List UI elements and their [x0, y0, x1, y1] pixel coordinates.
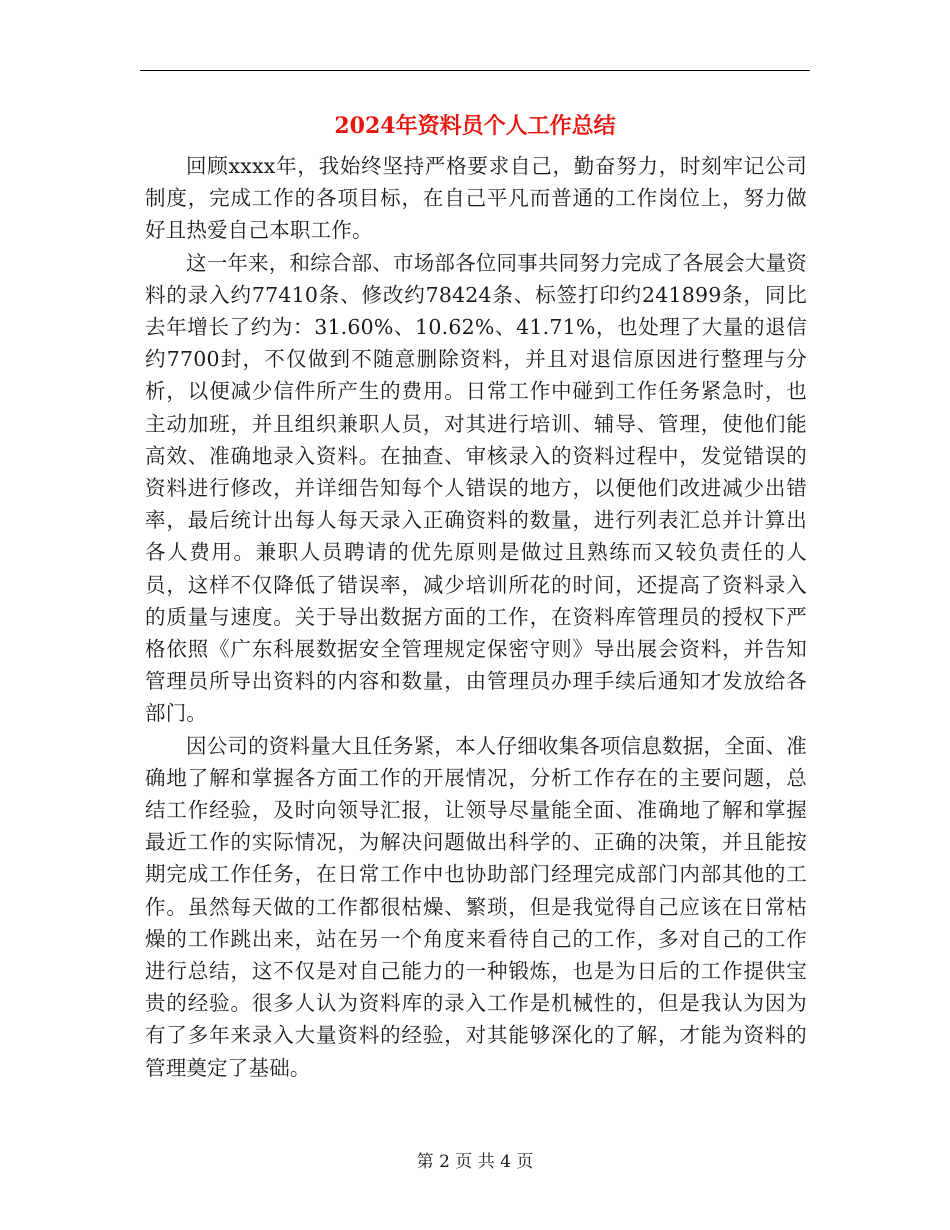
- paragraph-1: 回顾xxxx年，我始终坚持严格要求自己，勤奋努力，时刻牢记公司制度，完成工作的各项目标，在自己平凡而普通的工作岗位上，努力做好且热爱自己本职工作。: [145, 154, 807, 243]
- page-number: 第 2 页 共 4 页: [416, 1152, 534, 1172]
- paragraph-2: 这一年来，和综合部、市场部各位同事共同努力完成了各展会大量资料的录入约77410条、修改约78424条、标签打印约241899条，同比去年增长了约为：31.60%、10.62%、41.71%，也处理了大量的退信约7700封，不仅做到不随意删除资料，并且对退信原因进行整理与分析，以便减少信件所产生的费用。日常工作中碰到工作任务紧急时，也主动加班，并且组织兼职人员，对其进行培训、辅导、管理，使他们能高效、准确地录入资料。在抽查、审核录入的资料过程中，发觉错误的资料进行修改，并详细告知每个人错误的地方，以便他们改进减少出错率，最后统计出每人每天录入正确资料的数量，进行列表汇总并计算出各人费用。兼职人员聘请的优先原则是做过且熟练而又较负责任的人员，这样不仅降低了错误率，减少培训所花的时间，还提高了资料录入的质量与速度。关于导出数据方面的工作，在资料库管理员的授权下严格依照《广东科展数据安全管理规定保密守则》导出展会资料，并告知管理员所导出资料的内容和数量，由管理员办理手续后通知才发放给各部门。: [145, 250, 807, 726]
- document-body: [145, 150, 807, 1084]
- header-rule: [140, 70, 810, 71]
- document-title: 2024年资料员个人工作总结: [334, 113, 616, 139]
- paragraph-3: 因公司的资料量大且任务紧，本人仔细收集各项信息数据，全面、准确地了解和掌握各方面工作的开展情况，分析工作存在的主要问题，总结工作经验，及时向领导汇报，让领导尽量能全面、准确地了解和掌握最近工作的实际情况，为解决问题做出科学的、正确的决策，并且能按期完成工作任务，在日常工作中也协助部门经理完成部门内部其他的工作。虽然每天做的工作都很枯燥、繁琐，但是我觉得自己应该在日常枯燥的工作跳出来，站在另一个角度来看待自己的工作，多对自己的工作进行总结，这不仅是对自己能力的一种锻炼，也是为日后的工作提供宝贵的经验。很多人认为资料库的录入工作是机械性的，但是我认为因为有了多年来录入大量资料的经验，对其能够深化的了解，才能为资料的管理奠定了基础。: [145, 733, 807, 1080]
